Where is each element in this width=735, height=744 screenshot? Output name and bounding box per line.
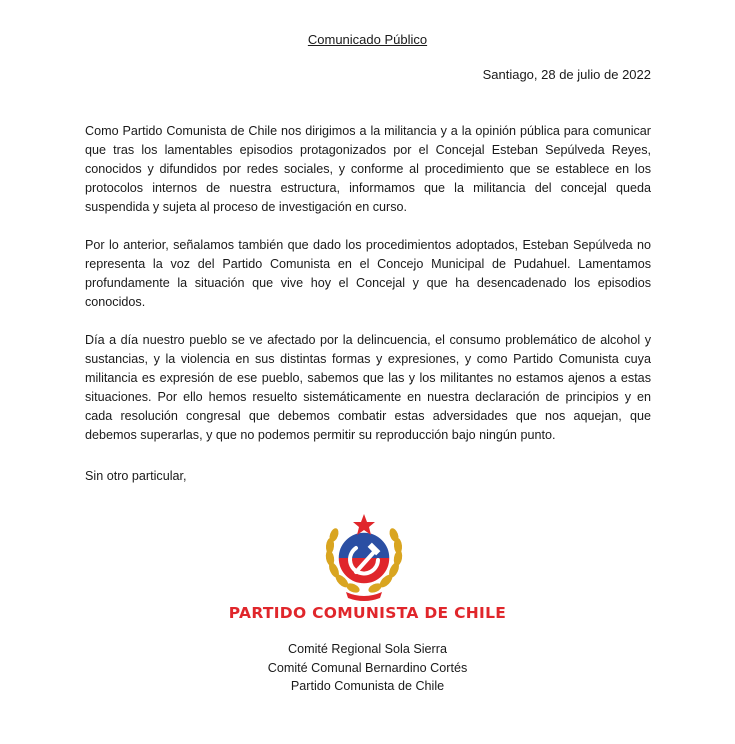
party-name: PARTIDO COMUNISTA DE CHILE — [228, 604, 507, 622]
signature-line-2: Comité Comunal Bernardino Cortés — [267, 660, 468, 675]
party-emblem-icon — [316, 508, 412, 604]
paragraph-3: Día a día nuestro pueblo se ve afectado por la delincuencia, el consumo problemático de alcohol y sustancias, y la violencia en sus distintas formas y expresiones, y como Partido Comunista cuya militancia es expresión de ese pueblo, sabemos que las y los militantes no estamos ajenos a estas situaciones. Por ello hemos resuelto sistemáticamente en nuestra declaración de principios y en cada resolución congresal que debemos combatir estas adversidades que nos aquejan, que debemos superarlas, y que no podemos permitir su reproducción bajo ningún punto. — [85, 333, 651, 442]
document-body — [85, 122, 651, 464]
document-date: Santiago, 28 de julio de 2022 — [482, 67, 651, 82]
signature-block — [0, 640, 735, 696]
paragraph-1: Como Partido Comunista de Chile nos dirigimos a la militancia y a la opinión pública para comunicar que tras los lamentables episodios protagonizados por el Concejal Esteban Sepúlveda Reyes, conocidos y difundidos por redes sociales, y conforme al procedimiento que se establece en los protocolos internos de nuestra estructura, informamos que la militancia del concejal queda suspendida y sujeta al proceso de investigación en curso. — [85, 124, 651, 214]
closing-line: Sin otro particular, — [85, 469, 187, 483]
paragraph-2: Por lo anterior, señalamos también que dado los procedimientos adoptados, Esteban Sepúlveda no representa la voz del Partido Comunista en el Concejo Municipal de Pudahuel. Lamentamos profundamente la situación que vive hoy el Concejal y que ha desencadenado los episodios conocidos. — [85, 238, 651, 309]
signature-line-3: Partido Comunista de Chile — [290, 679, 445, 693]
document-title: Comunicado Público — [307, 32, 428, 47]
signature-line-1: Comité Regional Sola Sierra — [288, 642, 447, 656]
